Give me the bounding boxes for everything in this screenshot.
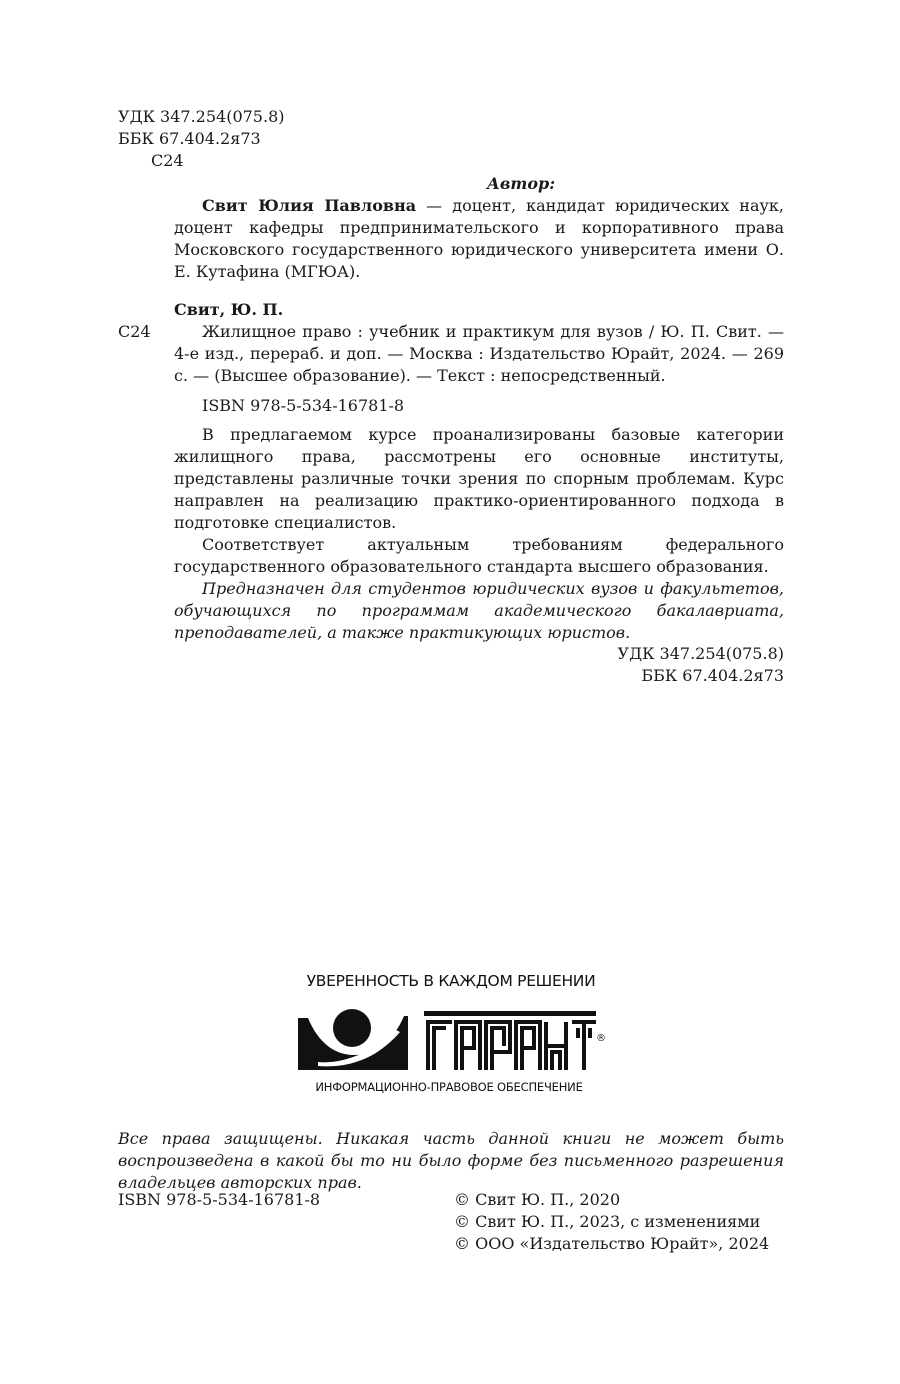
registered-mark: ® bbox=[596, 1033, 606, 1044]
logo-slogan: УВЕРЕННОСТЬ В КАЖДОМ РЕШЕНИИ bbox=[306, 972, 596, 990]
author-description: — доцент, кандидат юридических наук, доцент кафедры предпринимательского и корпоративного права Московского государственного юридического университета имени О. Е. Кутафина (МГЮА). bbox=[174, 196, 785, 281]
logo-subtitle: ИНФОРМАЦИОННО-ПРАВОВОЕ ОБЕСПЕЧЕНИЕ bbox=[315, 1080, 583, 1094]
rights-notice: Все права защищены. Никакая часть данной книги не может быть воспроизведена в какой бы то ни было форме без письменного разрешения владельцев авторских прав. bbox=[118, 1129, 784, 1192]
garant-logo bbox=[296, 970, 606, 1100]
copyright-line: © Свит Ю. П., 2023, с изменениями bbox=[454, 1212, 761, 1231]
author-sign-top: С24 bbox=[151, 151, 184, 170]
entry-isbn: ISBN 978-5-534-16781-8 bbox=[202, 396, 405, 415]
entry-heading: Свит, Ю. П. bbox=[174, 300, 284, 319]
garant-emblem-icon bbox=[296, 1008, 606, 1074]
copyright-line: © ООО «Издательство Юрайт», 2024 bbox=[454, 1234, 770, 1253]
annotation-paragraph-1: В предлагаемом курсе проанализированы базовые категории жилищного права, рассмотрены его основные институты, представлены различные точки зрения по спорным проблемам. Курс направлен на реализацию практико-ориентированного подхода в подготовке специалистов. bbox=[174, 425, 784, 532]
bbk-code: ББК 67.404.2я73 bbox=[641, 666, 784, 685]
logo-wordmark-icon bbox=[424, 1011, 596, 1070]
copyright-list bbox=[454, 1189, 769, 1255]
logo-emblem-icon bbox=[298, 1009, 408, 1070]
annotation-paragraph-3: Предназначен для студентов юридических вузов и факультетов, обучающихся по программам академического бакалавриата, преподавателей, а также практикующих юристов. bbox=[174, 579, 784, 642]
author-heading: Автор: bbox=[486, 174, 556, 193]
copyright-line: © Свит Ю. П., 2020 bbox=[454, 1190, 621, 1209]
author-name: Свит Юлия Павловна bbox=[202, 196, 417, 215]
author-bio bbox=[174, 195, 784, 283]
bibliographic-description: Жилищное право : учебник и практикум для вузов / Ю. П. Свит. — 4-е изд., перераб. и доп. — Москва : Издательство Юрайт, 2024. — 269 с. — (Высшее образование). — Текст : непосредственный. bbox=[174, 322, 784, 385]
udk-code-top: УДК 347.254(075.8) bbox=[118, 107, 285, 126]
udk-code: УДК 347.254(075.8) bbox=[617, 644, 784, 663]
annotation-paragraph-2: Соответствует актуальным требованиям федерального государственного образовательного стандарта высшего образования. bbox=[174, 535, 784, 576]
entry-author-sign: С24 bbox=[118, 322, 151, 341]
logo-brand-text: ГАРАНТ bbox=[416, 1041, 448, 1050]
footer-isbn: ISBN 978-5-534-16781-8 bbox=[118, 1190, 321, 1209]
bbk-code-top: ББК 67.404.2я73 bbox=[118, 129, 261, 148]
